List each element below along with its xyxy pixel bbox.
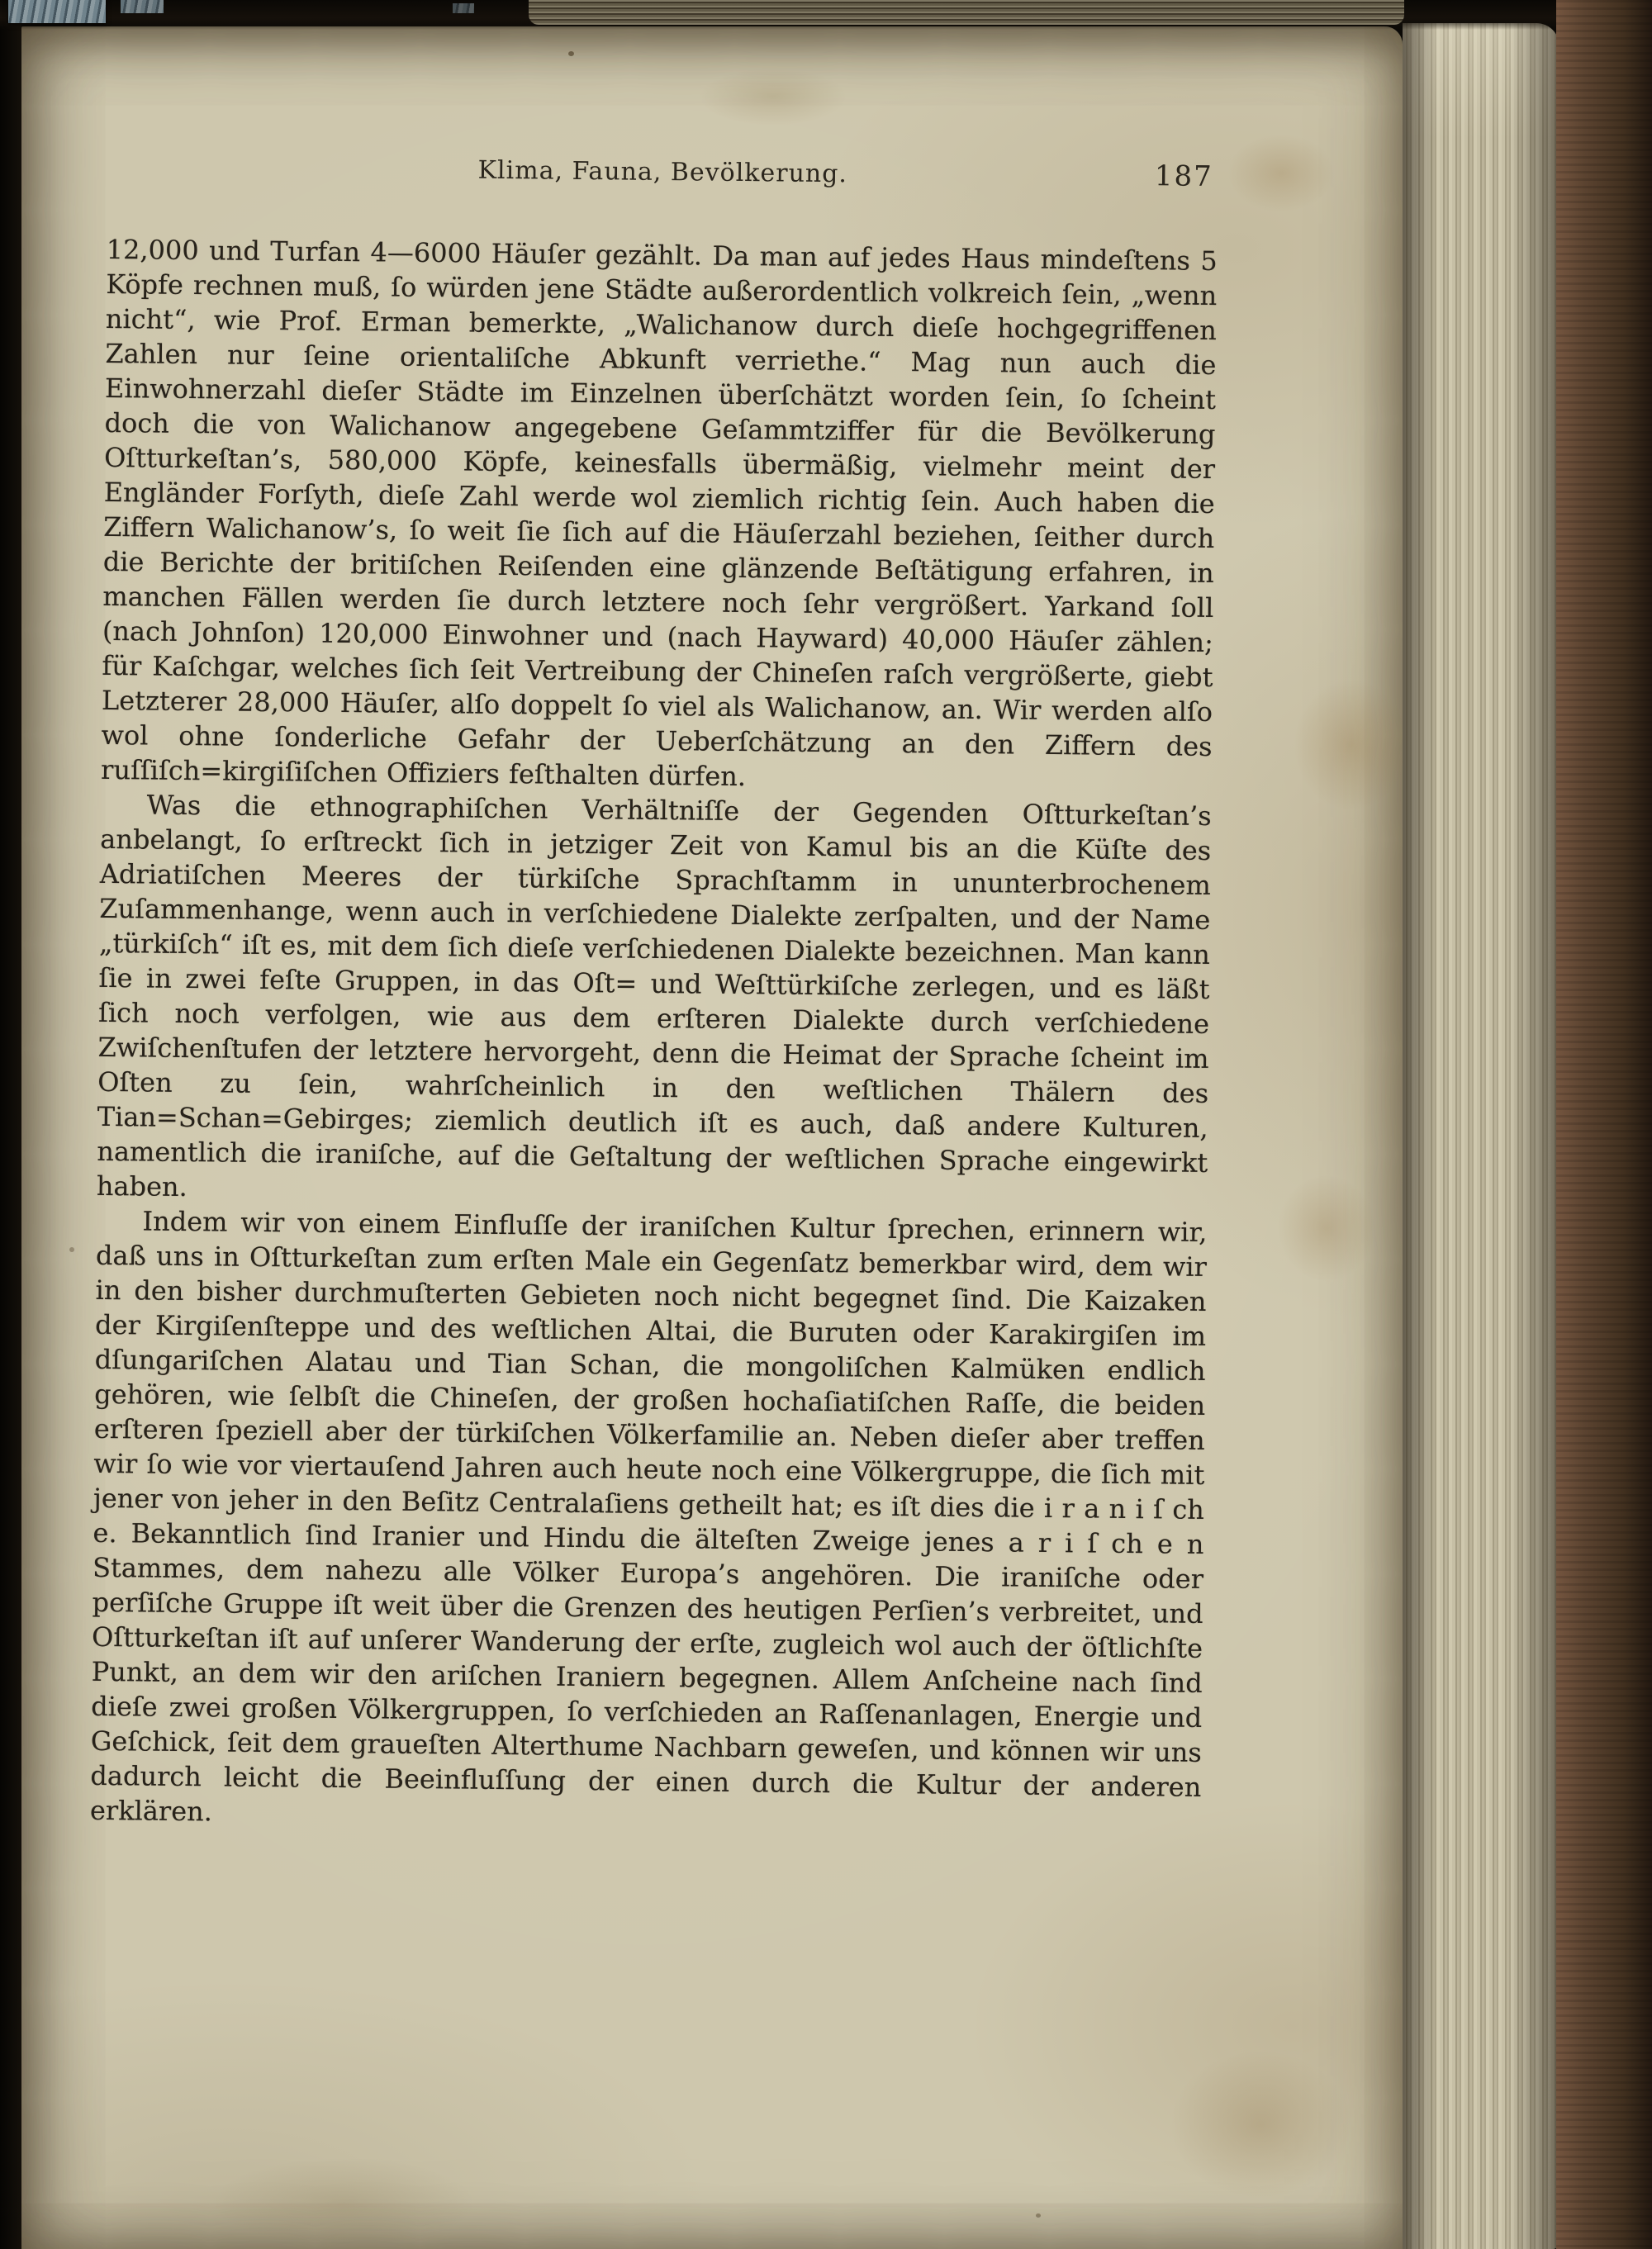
page-number: 187 bbox=[1154, 159, 1213, 193]
binding-cloth-fragment bbox=[453, 3, 474, 13]
paper-speck bbox=[69, 1247, 74, 1252]
paragraph-population-figures: 12,000 und Turfan 4—6000 Häuſer gezählt. Da man auf jedes Haus mindeſtens 5 Köpfe rechnen muß, ſo würden jene Städte außerordentlich volkreich ſein, „wenn nicht“, wie Prof. Erman bemerkte, „Walichanow durch dieſe hochgegriffenen Zahlen nur ſeine orientaliſche Abkunft verriethe.“ Mag nun auch die Einwohnerzahl dieſer Städte im Einzelnen überſchätzt worden ſein, ſo ſcheint doch die von Walichanow angegebene Geſammtziffer für die Bevölkerung Oſtturkeſtan’s, 580,000 Köpfe, keinesfalls übermäßig, vielmehr meint der Engländer Forſyth, dieſe Zahl werde wol ziemlich richtig ſein. Auch haben die Ziffern Walichanow’s, ſo weit ſie ſich auf die Häuſerzahl beziehen, ſeither durch die Berichte der britiſchen Reiſenden eine glänzende Beſtätigung erfahren, in manchen Fällen werden ſie durch letztere noch ſehr vergrößert. Yarkand ſoll (nach Johnſon) 120,000 Einwohner und (nach Hayward) 40,000 Häuſer zählen; für Kaſchgar, welches ſich ſeit Vertreibung der Chineſen raſch vergrößerte, giebt Letzterer 28,000 Häuſer, alſo doppelt ſo viel als Walichanow, an. Wir werden alſo wol ohne ſonderliche Gefahr der Ueberſchätzung an den Ziffern des ruſſiſch=kirgiſiſchen Offiziers feſthalten dürfen. bbox=[100, 233, 1218, 793]
book-top-edge bbox=[0, 0, 1556, 30]
page-text-block bbox=[90, 149, 1218, 1839]
running-header: Klima, Fauna, Bevölkerung. bbox=[477, 155, 848, 189]
paper-stain bbox=[1294, 679, 1409, 811]
top-page-edges bbox=[529, 0, 1404, 25]
paper-stain bbox=[1227, 134, 1335, 212]
binding-cloth-fragment bbox=[121, 0, 164, 13]
paper-stain bbox=[1170, 2050, 1351, 2199]
paper-stain bbox=[211, 2157, 476, 2248]
binding-cloth-fragment bbox=[8, 0, 106, 23]
page-edges-stack bbox=[1403, 23, 1559, 2249]
book-cover bbox=[1556, 0, 1652, 2249]
binding-gutter-shadow bbox=[0, 0, 21, 2249]
page-header-row bbox=[107, 149, 1218, 197]
paper-speck bbox=[568, 51, 574, 56]
paper-speck bbox=[1036, 2213, 1041, 2218]
paragraph-ethnographic-relations: Was die ethnographiſchen Verhältniſſe der Gegenden Oſtturkeſtan’s anbelangt, ſo erſtreckt ſich in jetziger Zeit von Kamul bis an die Küſte des Adriatiſchen Meeres der türkiſche Sprachſtamm in ununterbrochenem Zuſammenhange, wenn auch in verſchiedene Dialekte zerſpalten, und der Name „türkiſch“ iſt es, mit dem ſich dieſe verſchiedenen Dialekte bezeichnen. Man kann ſie in zwei feſte Gruppen, in das Oſt= und Weſttürkiſche zerlegen, und es läßt ſich noch verfolgen, wie aus dem erſteren Dialekte durch verſchiedene Zwiſchenſtufen der letztere hervorgeht, denn die Heimat der Sprache ſcheint im Oſten zu ſein, wahrſcheinlich in den weſtlichen Thälern des Tian=Schan=Gebirges; ziemlich deutlich iſt es auch, daß andere Kulturen, namentlich die iraniſche, auf die Geſtaltung der weſtlichen Sprache eingewirkt haben. bbox=[96, 789, 1212, 1203]
book-page bbox=[21, 26, 1403, 2249]
paper-stain bbox=[699, 68, 847, 126]
paragraph-iranian-influence: Indem wir von einem Einfluſſe der iraniſchen Kultur ſprechen, erinnern wir, daß uns in Oſtturkeſtan zum erſten Male ein Gegenſatz bemerkbar wird, dem wir in den bisher durchmuſterten Gebieten noch nicht begegnet ſind. Die Kaizaken der Kirgiſenſteppe und des weſtlichen Altai, die Buruten oder Karakirgiſen im dſungariſchen Alatau und Tian Schan, die mongoliſchen Kalmüken endlich gehören, wie ſelbſt die Chineſen, der großen hochaſiatiſchen Raſſe, die beiden erſteren ſpeziell aber der türkiſchen Völkerfamilie an. Neben dieſer aber treffen wir ſo wie vor viertauſend Jahren auch heute noch eine Völkergruppe, die ſich mit jener von jeher in den Beſitz Centralaſiens getheilt hat; es iſt dies die i r a n i ſ ch e. Bekanntlich ſind Iranier und Hindu die älteſten Zweige jenes a r i ſ ch e n Stammes, dem nahezu alle Völker Europa’s angehören. Die iraniſche oder perſiſche Gruppe iſt weit über die Grenzen des heutigen Perſien’s verbreitet, und Oſtturkeſtan iſt auf unſerer Wanderung der erſte, zugleich wol auch der öſtlichſte Punkt, an dem wir den ariſchen Iraniern begegnen. Allem Anſcheine nach ſind dieſe zwei großen Völkergruppen, ſo verſchieden an Raſſenanlagen, Energie und Geſchick, ſeit dem graueſten Alterthume Nachbarn geweſen, und können wir uns dadurch leicht die Beeinfluſſung der einen durch die Kultur der anderen erklären. bbox=[89, 1205, 1208, 1828]
paper-stain bbox=[1277, 1174, 1376, 1282]
